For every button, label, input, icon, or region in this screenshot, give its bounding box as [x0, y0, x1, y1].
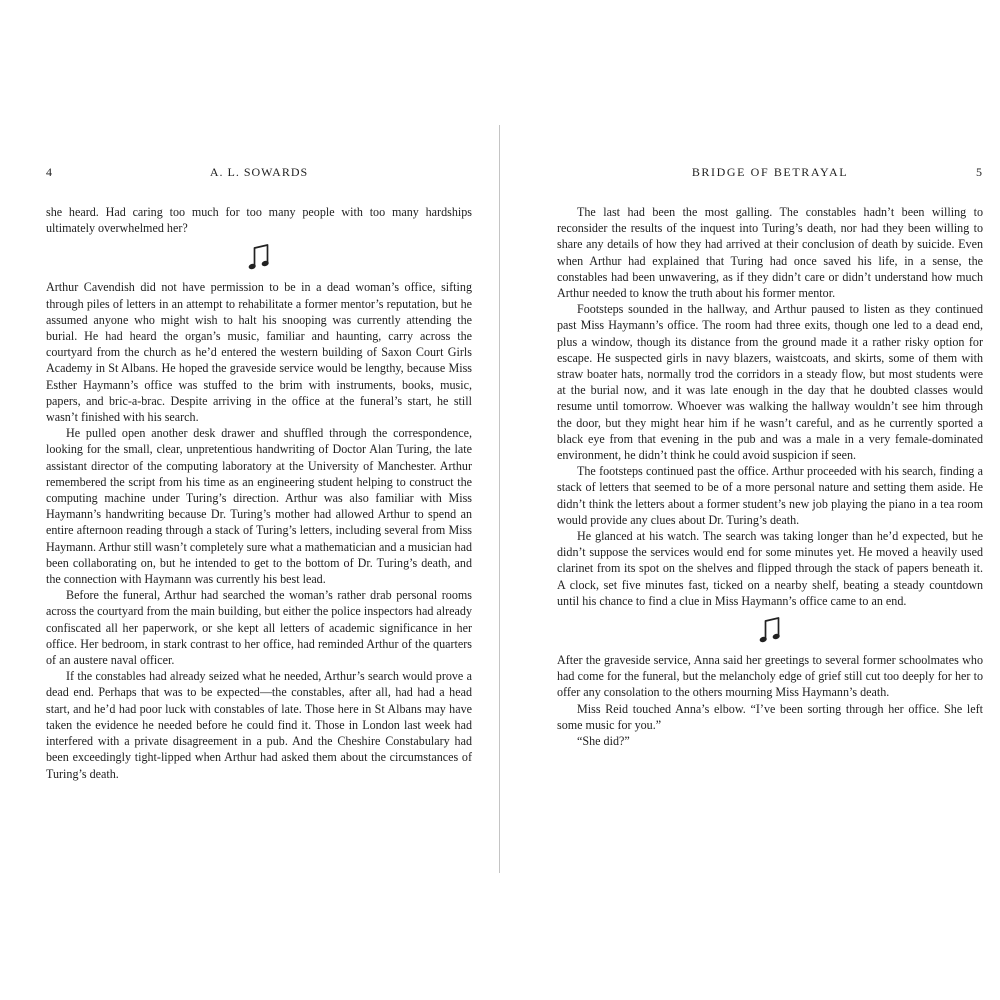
paragraph: Arthur Cavendish did not have permission to be in a dead woman’s office, sifting through piles of letters in an attempt to rehabilitate a former mentor’s reputation, but he assumed anyone who might wish to halt his snooping was currently attending the burial. He had heard the organ’s music, familiar and haunting, carry across the courtyard from the church as he’d entered the western building of Saxon Court Girls Academy in St Albans. He hoped the graveside service would be lengthy, because Miss Esther Haymann’s office was stuffed to the brim with instruments, books, music, papers, and bric-a-brac. Despite arriving in the office at the funeral’s start, he still wasn’t finished with his search.	[46, 280, 472, 425]
left-page-body	[46, 204, 472, 782]
paragraph: He glanced at his watch. The search was taking longer than he’d expected, but he didn’t suppose the services would end for some minutes yet. He moved a heavily used clarinet from its spot on the shelves and flipped through the stack of papers beneath it. A clock, set five minutes fast, ticked on a nearby shelf, beating a steady countdown until his chance to find a clue in Miss Haymann’s office came to an end.	[557, 529, 983, 608]
page-number: 4	[46, 165, 53, 179]
music-note-icon	[759, 617, 781, 645]
paragraph: If the constables had already seized what he needed, Arthur’s search would prove a dead end. Perhaps that was to be expected—the constables, after all, had had a head start, and he’d had poor luck with constables of late. Those here in St Albans may have taken the evidence he needed before he could find it. Those in London last week had interfered with a private disagreement in a pub. And the Cheshire Constabulary had been exceedingly tight-lipped when Arthur had asked them about the circumstances of Turing’s death.	[46, 669, 472, 781]
page-number: 5	[976, 165, 983, 179]
paragraph: “She did?”	[577, 734, 630, 749]
paragraph: Footsteps sounded in the hallway, and Arthur paused to listen as they continued past Miss Haymann’s office. The room had three exits, though one led to a dead end, plus a window, though its distance from the ground made it a rather risky option for escape. He suspected girls in navy blazers, waistcoats, and skirts, some of them with straw boater hats, normally trod the corridors in a steady flow, but most students were at the burial now, and it was late enough in the day that he doubted classes would resume until tomorrow. Whoever was walking the hallway wouldn’t see him through the door, but they might hear him if he wasn’t careful, and as he currently sported a black eye from that evening in the pub and was a male in a very female-dominated environment, he didn’t think he could avoid suspicion if seen.	[557, 302, 983, 463]
running-head-title: BRIDGE OF BETRAYAL	[691, 165, 849, 179]
paragraph: After the graveside service, Anna said her greetings to several former schoolmates who had come for the funeral, but the melancholy edge of grief still cut too deeply for her to offer any consolation to the others mourning Miss Haymann’s death.	[557, 653, 983, 700]
paragraph: The last had been the most galling. The constables hadn’t been willing to reconsider the results of the inquest into Turing’s death, nor had they been willing to share any details of how they had arrived at their conclusion of death by suicide. Even when Arthur had explained that Turing had once saved his life, in a sense, the constables had been unwavering, as if they didn’t care or didn’t understand how much Arthur needed to know the truth about his former mentor.	[557, 205, 983, 301]
right-page-header	[557, 165, 983, 185]
book-gutter	[499, 125, 500, 873]
running-head-author: A. L. SOWARDS	[209, 165, 309, 179]
paragraph: Before the funeral, Arthur had searched the woman’s rather drab personal rooms across the courtyard from the main building, but either the police inspectors had already confiscated all her paperwork, or she kept all letters of academic significance in her office. Her bedroom, in stark contrast to her office, had reminded Arthur of the quarters of an austere naval officer.	[46, 588, 472, 668]
right-page-body	[557, 204, 983, 749]
left-page-header	[46, 165, 472, 185]
scene-break	[557, 609, 983, 652]
paragraph: Miss Reid touched Anna’s elbow. “I’ve been sorting through her office. She left some music for you.”	[557, 701, 983, 732]
music-note-icon	[248, 244, 270, 272]
paragraph: The footsteps continued past the office. Arthur proceeded with his search, finding a stack of letters that seemed to be of a more personal nature and setting them aside. He didn’t think the letters about a former student’s new job playing the piano in a tea room would provide any clues about Dr. Turing’s death.	[557, 464, 983, 527]
scene-break	[46, 236, 472, 279]
paragraph: she heard. Had caring too much for too many people with too many hardships ultimately overwhelmed her?	[46, 205, 472, 236]
paragraph: He pulled open another desk drawer and shuffled through the correspondence, looking for the small, clear, unpretentious handwriting of Doctor Alan Turing, the late assistant director of the computing laboratory at the University of Manchester. Arthur remembered the script from his time as an engineering student helping to construct the computing machine under Turing’s direction. Arthur was also familiar with Miss Haymann’s handwriting because Dr. Turing’s mother had allowed Arthur to spend an entire afternoon reading through a stack of Turing’s letters, including several from Miss Haymann. Arthur still wasn’t completely sure what a mathematician and a musician had been collaborating on, but he intended to get to the bottom of Dr. Turing’s death, and the connection with Haymann was currently his best lead.	[46, 426, 472, 587]
